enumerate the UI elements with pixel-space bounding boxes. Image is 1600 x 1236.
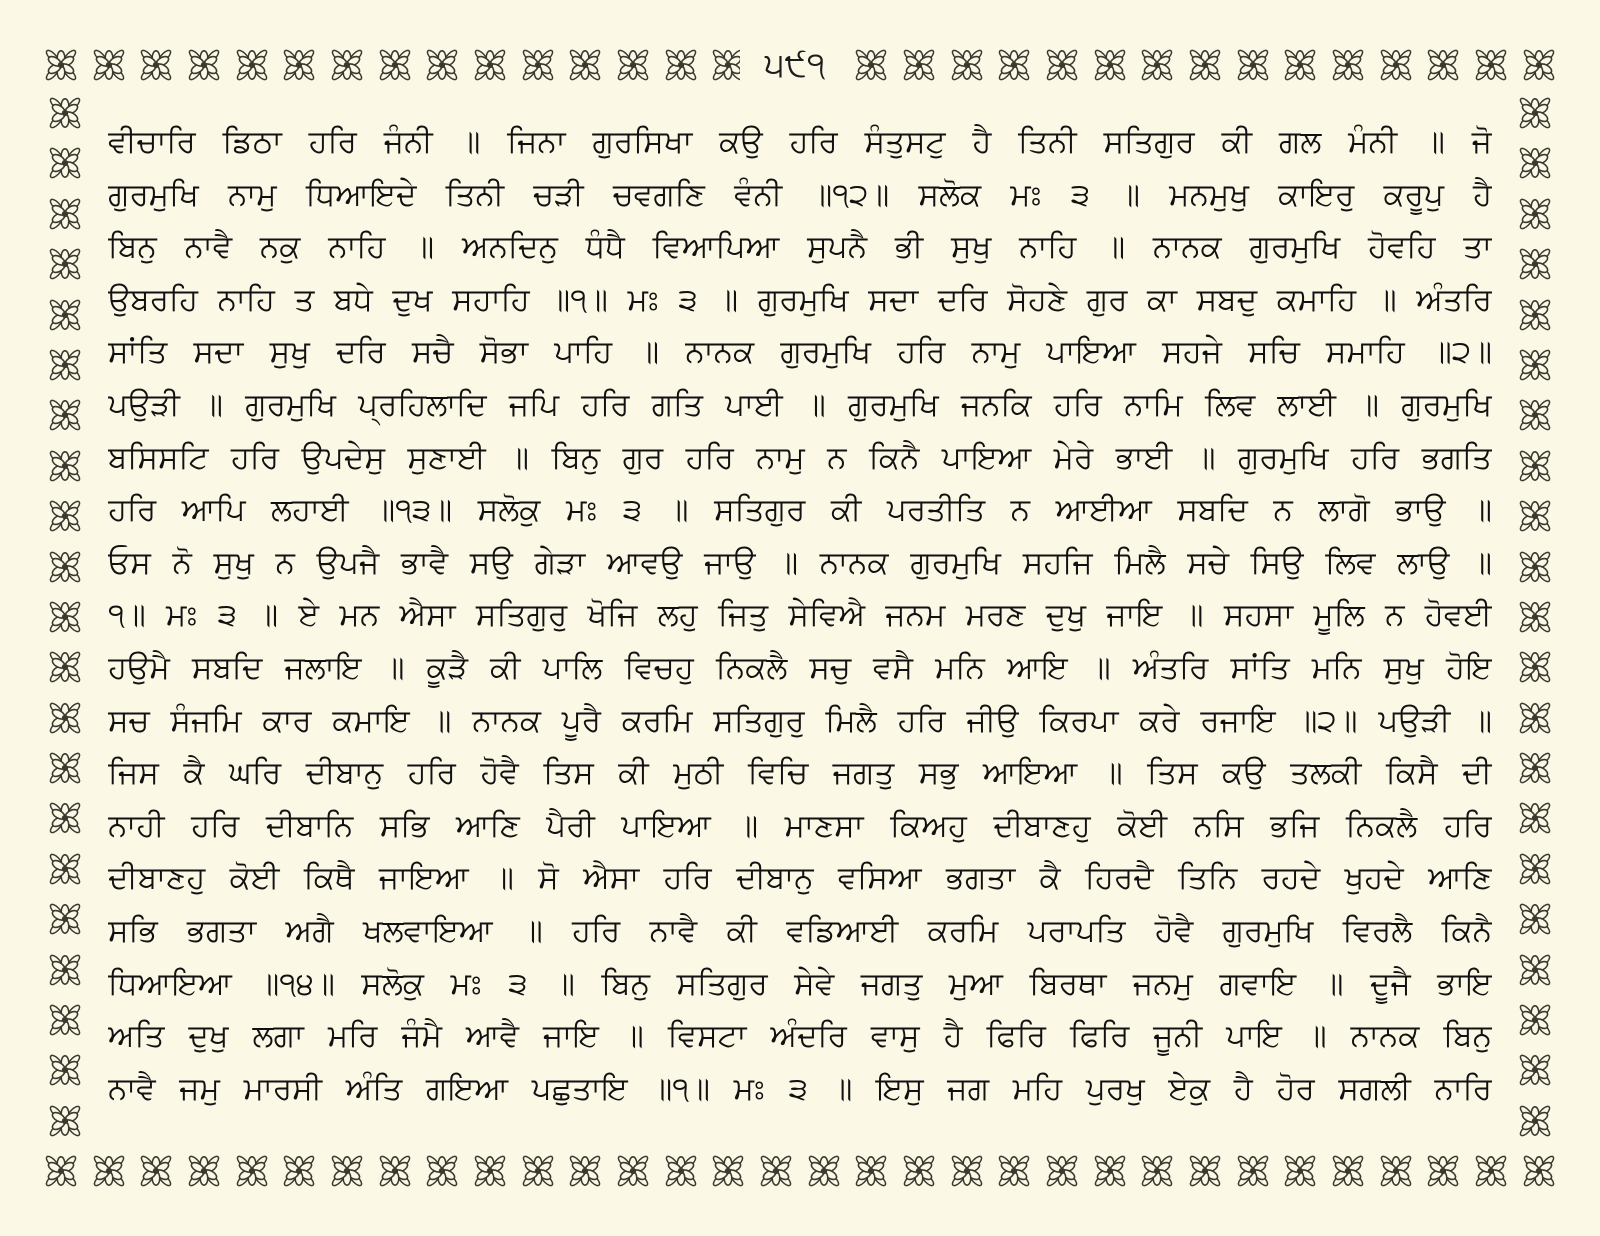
flower-icon xyxy=(612,44,654,86)
flower-icon xyxy=(1514,142,1556,184)
flower-icon xyxy=(1514,394,1556,436)
flower-icon xyxy=(40,1150,82,1192)
flower-icon xyxy=(1327,44,1369,86)
flower-icon xyxy=(1184,44,1226,86)
flower-icon xyxy=(517,1150,559,1192)
flower-icon xyxy=(1089,1150,1131,1192)
flower-icon xyxy=(1514,848,1556,890)
text-line: ਹਰਿ ਆਪਿ ਲਹਾਈ ॥੧੩॥ ਸਲੋਕੁ ਮਃ ੩ ॥ ਸਤਿਗੁਰ ਕੀ ਪਰਤੀਤਿ ਨ ਆਈਆ ਸਬਦਿ ਨ ਲਾਗੋ ਭਾਉ ॥ xyxy=(108,492,1492,529)
flower-icon xyxy=(421,1150,463,1192)
flower-icon xyxy=(1375,44,1417,86)
flower-icon xyxy=(707,1150,749,1192)
flower-icon xyxy=(44,394,86,436)
flower-icon xyxy=(326,44,368,86)
text-line: ਓਸ ਨੋ ਸੁਖੁ ਨ ਉਪਜੈ ਭਾਵੈ ਸਉ ਗੇੜਾ ਆਵਉ ਜਾਉ ॥ ਨਾਨਕ ਗੁਰਮੁਖਿ ਸਹਜਿ ਮਿਲੈ ਸਚੇ ਸਿਉ ਲਿਵ ਲਾਉ ॥ xyxy=(108,544,1492,581)
flower-icon xyxy=(1514,92,1556,134)
flower-icon xyxy=(44,546,86,588)
text-line: ਨਾਹੀ ਹਰਿ ਦੀਬਾਨਿ ਸਭਿ ਆਣਿ ਪੈਰੀ ਪਾਇਆ ॥ ਮਾਣਸਾ ਕਿਅਹੁ ਦੀਬਾਣਹੁ ਕੋਈ ਨਸਿ ਭਜਿ ਨਿਕਲੈ ਹਰਿ xyxy=(108,807,1492,844)
flower-icon xyxy=(1514,596,1556,638)
flower-icon xyxy=(1514,294,1556,336)
flower-icon xyxy=(1089,44,1131,86)
flower-icon xyxy=(88,1150,130,1192)
flower-icon xyxy=(1514,646,1556,688)
flower-icon xyxy=(1514,898,1556,940)
flower-icon xyxy=(946,44,988,86)
flower-icon xyxy=(44,1100,86,1142)
flower-icon xyxy=(44,747,86,789)
flower-icon xyxy=(1279,1150,1321,1192)
flower-icon xyxy=(231,44,273,86)
flower-icon xyxy=(44,243,86,285)
text-line: ਨਾਵੈ ਜਮੁ ਮਾਰਸੀ ਅੰਤਿ ਗਇਆ ਪਛੁਤਾਇ ॥੧॥ ਮਃ ੩ ॥ ਇਸੁ ਜਗ ਮਹਿ ਪੁਰਖੁ ਏਕੁ ਹੈ ਹੋਰ ਸਗਲੀ ਨਾਰਿ xyxy=(108,1070,1492,1107)
text-line: ਵੀਚਾਰਿ ਡਿਠਾ ਹਰਿ ਜੰਨੀ ॥ ਜਿਨਾ ਗੁਰਸਿਖਾ ਕਉ ਹਰਿ ਸੰਤੁਸਟੁ ਹੈ ਤਿਨੀ ਸਤਿਗੁਰ ਕੀ ਗਲ ਮੰਨੀ ॥ ਜੋ xyxy=(108,124,1492,160)
flower-icon xyxy=(1514,445,1556,487)
flower-icon xyxy=(993,1150,1035,1192)
flower-icon xyxy=(1514,999,1556,1041)
flower-icon xyxy=(1422,44,1464,86)
flower-icon xyxy=(278,44,320,86)
text-line: ਸਾਂਤਿ ਸਦਾ ਸੁਖੁ ਦਰਿ ਸਚੈ ਸੋਭਾ ਪਾਹਿ ॥ ਨਾਨਕ ਗੁਰਮੁਖਿ ਹਰਿ ਨਾਮੁ ਪਾਇਆ ਸਹਜੇ ਸਚਿ ਸਮਾਹਿ ॥੨॥ xyxy=(108,334,1492,371)
flower-icon xyxy=(1514,495,1556,537)
text-line: ਦੀਬਾਣਹੁ ਕੋਈ ਕਿਥੈ ਜਾਇਆ ॥ ਸੋ ਐਸਾ ਹਰਿ ਦੀਬਾਨੁ ਵਸਿਆ ਭਗਤਾ ਕੈ ਹਿਰਦੈ ਤਿਨਿ ਰਹਦੇ ਖੁਹਦੇ ਆਣਿ xyxy=(108,860,1492,897)
flower-icon xyxy=(421,44,463,86)
flower-icon xyxy=(850,1150,892,1192)
flower-icon xyxy=(44,999,86,1041)
flower-icon xyxy=(231,1150,273,1192)
flower-icon xyxy=(1518,44,1560,86)
flower-icon xyxy=(469,1150,511,1192)
flower-icon xyxy=(1232,44,1274,86)
flower-icon xyxy=(1136,44,1178,86)
flower-icon xyxy=(660,44,702,86)
flower-icon xyxy=(1422,1150,1464,1192)
text-line: ਗੁਰਮੁਖਿ ਨਾਮੁ ਧਿਆਇਦੇ ਤਿਨੀ ਚੜੀ ਚਵਗਣਿ ਵੰਨੀ ॥੧੨॥ ਸਲੋਕ ਮਃ ੩ ॥ ਮਨਮੁਖੁ ਕਾਇਰੁ ਕਰੂਪੁ ਹੈ xyxy=(108,176,1492,213)
flower-icon xyxy=(1514,949,1556,991)
flower-icon xyxy=(1514,797,1556,839)
flower-icon xyxy=(44,898,86,940)
text-line: ਸਭਿ ਭਗਤਾ ਅਗੈ ਖਲਵਾਇਆ ॥ ਹਰਿ ਨਾਵੈ ਕੀ ਵਡਿਆਈ ਕਰਮਿ ਪਰਾਪਤਿ ਹੋਵੈ ਗੁਰਮੁਖਿ ਵਿਰਲੈ ਕਿਨੈ xyxy=(108,912,1492,949)
flower-icon xyxy=(1136,1150,1178,1192)
flower-icon xyxy=(44,797,86,839)
flower-icon xyxy=(44,646,86,688)
flower-icon xyxy=(1279,44,1321,86)
flower-icon xyxy=(183,1150,225,1192)
flower-icon xyxy=(1514,193,1556,235)
flower-icon xyxy=(946,1150,988,1192)
flower-icon xyxy=(469,44,511,86)
text-line: ਸਚ ਸੰਜਮਿ ਕਾਰ ਕਮਾਇ ॥ ਨਾਨਕ ਪੂਰੈ ਕਰਮਿ ਸਤਿਗੁਰੁ ਮਿਲੈ ਹਰਿ ਜੀਉ ਕਿਰਪਾ ਕਰੇ ਰਜਾਇ ॥੨॥ ਪਉੜੀ ॥ xyxy=(108,702,1492,739)
text-line: ਧਿਆਇਆ ॥੧੪॥ ਸਲੋਕੁ ਮਃ ੩ ॥ ਬਿਨੁ ਸਤਿਗੁਰ ਸੇਵੇ ਜਗਤੁ ਮੁਆ ਬਿਰਥਾ ਜਨਮੁ ਗਵਾਇ ॥ ਦੂਜੈ ਭਾਇ xyxy=(108,965,1492,1002)
flower-icon xyxy=(44,193,86,235)
flower-icon xyxy=(1184,1150,1226,1192)
text-line: ਉਬਰਹਿ ਨਾਹਿ ਤ ਬਧੇ ਦੁਖ ਸਹਾਹਿ ॥੧॥ ਮਃ ੩ ॥ ਗੁਰਮੁਖਿ ਸਦਾ ਦਰਿ ਸੋਹਣੇ ਗੁਰ ਕਾ ਸਬਦੁ ਕਮਾਹਿ ॥ ਅੰਤਰਿ xyxy=(108,281,1492,318)
flower-icon xyxy=(44,294,86,336)
flower-icon xyxy=(1514,243,1556,285)
flower-icon xyxy=(1470,1150,1512,1192)
flower-icon xyxy=(803,1150,845,1192)
flower-icon xyxy=(1470,44,1512,86)
flower-icon xyxy=(44,697,86,739)
flower-icon xyxy=(660,1150,702,1192)
flower-icon xyxy=(135,44,177,86)
flower-icon xyxy=(850,44,892,86)
text-line: ਬਿਨੁ ਨਾਵੈ ਨਕੁ ਨਾਹਿ ॥ ਅਨਦਿਨੁ ਧੰਧੈ ਵਿਆਪਿਆ ਸੁਪਨੈ ਭੀ ਸੁਖੁ ਨਾਹਿ ॥ ਨਾਨਕ ਗੁਰਮੁਖਿ ਹੋਵਹਿ ਤਾ xyxy=(108,229,1492,266)
flower-icon xyxy=(374,1150,416,1192)
flower-icon xyxy=(88,44,130,86)
flower-icon xyxy=(183,44,225,86)
flower-icon xyxy=(1514,747,1556,789)
bottom-border xyxy=(40,1148,1560,1194)
text-line: ਜਿਸ ਕੈ ਘਰਿ ਦੀਬਾਨੁ ਹਰਿ ਹੋਵੈ ਤਿਸ ਕੀ ਮੁਠੀ ਵਿਚਿ ਜਗਤੁ ਸਭੁ ਆਇਆ ॥ ਤਿਸ ਕਉ ਤਲਕੀ ਕਿਸੈ ਦੀ xyxy=(108,755,1492,792)
flower-icon xyxy=(898,1150,940,1192)
right-border xyxy=(1512,92,1558,1142)
flower-icon xyxy=(1518,1150,1560,1192)
flower-icon xyxy=(40,44,82,86)
flower-icon xyxy=(1514,1100,1556,1142)
flower-icon xyxy=(326,1150,368,1192)
left-border xyxy=(42,92,88,1142)
flower-icon xyxy=(44,848,86,890)
flower-icon xyxy=(135,1150,177,1192)
text-line: ਹਉਮੈ ਸਬਦਿ ਜਲਾਇ ॥ ਕੂੜੈ ਕੀ ਪਾਲਿ ਵਿਚਹੁ ਨਿਕਲੈ ਸਚੁ ਵਸੈ ਮਨਿ ਆਇ ॥ ਅੰਤਰਿ ਸਾਂਤਿ ਮਨਿ ਸੁਖੁ ਹੋਇ xyxy=(108,649,1492,686)
text-line: ੧॥ ਮਃ ੩ ॥ ਏ ਮਨ ਐਸਾ ਸਤਿਗੁਰੁ ਖੋਜਿ ਲਹੁ ਜਿਤੁ ਸੇਵਿਐ ਜਨਮ ਮਰਣ ਦੁਖੁ ਜਾਇ ॥ ਸਹਸਾ ਮੂਲਿ ਨ ਹੋਵਈ xyxy=(108,597,1492,634)
page-number: ੫੯੧ xyxy=(740,40,850,90)
flower-icon xyxy=(44,596,86,638)
flower-icon xyxy=(1232,1150,1274,1192)
flower-icon xyxy=(44,92,86,134)
flower-icon xyxy=(1041,44,1083,86)
flower-icon xyxy=(278,1150,320,1192)
flower-icon xyxy=(1514,344,1556,386)
text-line: ਪਉੜੀ ॥ ਗੁਰਮੁਖਿ ਪ੍ਰਹਿਲਾਦਿ ਜਪਿ ਹਰਿ ਗਤਿ ਪਾਈ ॥ ਗੁਰਮੁਖਿ ਜਨਕਿ ਹਰਿ ਨਾਮਿ ਲਿਵ ਲਾਈ ॥ ਗੁਰਮੁਖਿ xyxy=(108,386,1492,423)
flower-icon xyxy=(1514,1049,1556,1091)
flower-icon xyxy=(44,1049,86,1091)
flower-icon xyxy=(44,344,86,386)
flower-icon xyxy=(44,142,86,184)
flower-icon xyxy=(1514,546,1556,588)
flower-icon xyxy=(374,44,416,86)
flower-icon xyxy=(44,949,86,991)
text-line: ਬਸਿਸਟਿ ਹਰਿ ਉਪਦੇਸੁ ਸੁਣਾਈ ॥ ਬਿਨੁ ਗੁਰ ਹਰਿ ਨਾਮੁ ਨ ਕਿਨੈ ਪਾਇਆ ਮੇਰੇ ਭਾਈ ॥ ਗੁਰਮੁਖਿ ਹਰਿ ਭਗਤਿ xyxy=(108,439,1492,476)
flower-icon xyxy=(1375,1150,1417,1192)
flower-icon xyxy=(1514,697,1556,739)
flower-icon xyxy=(755,1150,797,1192)
flower-icon xyxy=(1041,1150,1083,1192)
flower-icon xyxy=(564,1150,606,1192)
flower-icon xyxy=(1327,1150,1369,1192)
scripture-text xyxy=(108,116,1492,1116)
flower-icon xyxy=(612,1150,654,1192)
flower-icon xyxy=(898,44,940,86)
flower-icon xyxy=(993,44,1035,86)
text-line: ਅਤਿ ਦੁਖੁ ਲਗਾ ਮਰਿ ਜੰਮੈ ਆਵੈ ਜਾਇ ॥ ਵਿਸਟਾ ਅੰਦਰਿ ਵਾਸੁ ਹੈ ਫਿਰਿ ਫਿਰਿ ਜੂਨੀ ਪਾਇ ॥ ਨਾਨਕ ਬਿਨੁ xyxy=(108,1018,1492,1055)
flower-icon xyxy=(517,44,559,86)
flower-icon xyxy=(44,445,86,487)
flower-icon xyxy=(564,44,606,86)
flower-icon xyxy=(44,495,86,537)
